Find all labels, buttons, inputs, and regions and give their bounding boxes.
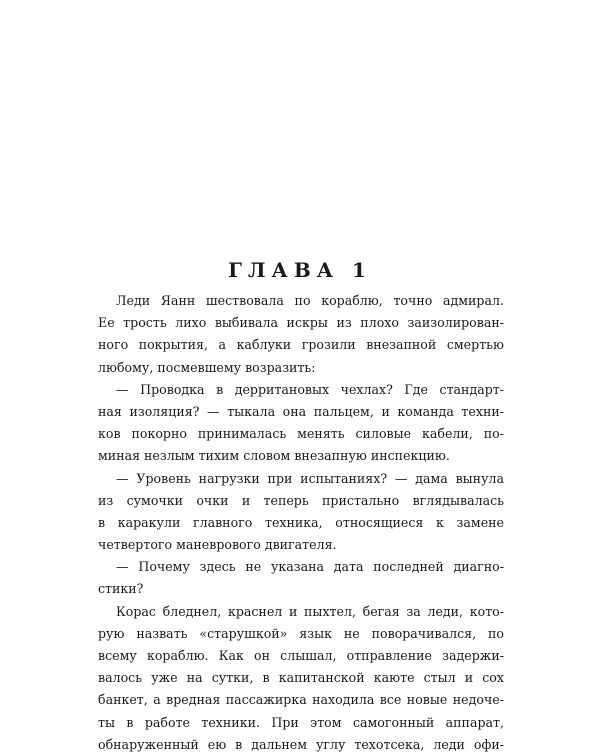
text-line: в каракули главного техника, относящиеся к замене: [98, 514, 504, 530]
text-line: ного покрытия, а каблуки грозили внезапной смертью: [98, 337, 504, 353]
text-line: миная незлым тихим словом внезапную инспекцию.: [98, 448, 450, 464]
text-line: Ее трость лихо выбивала искры из плохо заизолирован-: [98, 315, 504, 331]
text-line: валось уже на сутки, в капитанской каюте стыл и сох: [98, 670, 504, 686]
chapter-title: ГЛАВА 1: [228, 258, 372, 282]
text-line: — Проводка в дерритановых чехлах? Где стандарт-: [116, 381, 504, 397]
text-line: рую назвать «старушкой» язык не поворачивался, по: [98, 625, 504, 641]
text-line: любому, посмевшему возразить:: [98, 359, 316, 375]
text-line: ков покорно принималась менять силовые кабели, по-: [98, 426, 504, 442]
text-line: банкет, а вредная пассажирка находила все новые недоче-: [98, 692, 504, 708]
text-line: Леди Яанн шествовала по кораблю, точно адмирал.: [116, 293, 504, 308]
text-line: — Уровень нагрузки при испытаниях? — дама вынула: [116, 470, 504, 486]
text-line: всему кораблю. Как он слышал, отправление задержи-: [98, 648, 504, 663]
text-line: ная изоляция? — тыкала она пальцем, и команда техни-: [98, 403, 504, 419]
chapter-text: [98, 290, 504, 756]
text-line: стики?: [98, 581, 144, 597]
text-line: из сумочки очки и теперь пристально вглядывалась: [98, 492, 504, 508]
text-line: Корас бледнел, краснел и пыхтел, бегая за леди, кото-: [116, 603, 504, 619]
text-line: четвертого маневрового двигателя.: [98, 537, 337, 553]
text-line: ты в работе техники. При этом самогонный аппарат,: [98, 714, 504, 730]
text-line: обнаруженный ею в дальнем углу техотсека, леди офи-: [98, 736, 504, 752]
text-line: — Почему здесь не указана дата последней диагно-: [116, 559, 504, 575]
